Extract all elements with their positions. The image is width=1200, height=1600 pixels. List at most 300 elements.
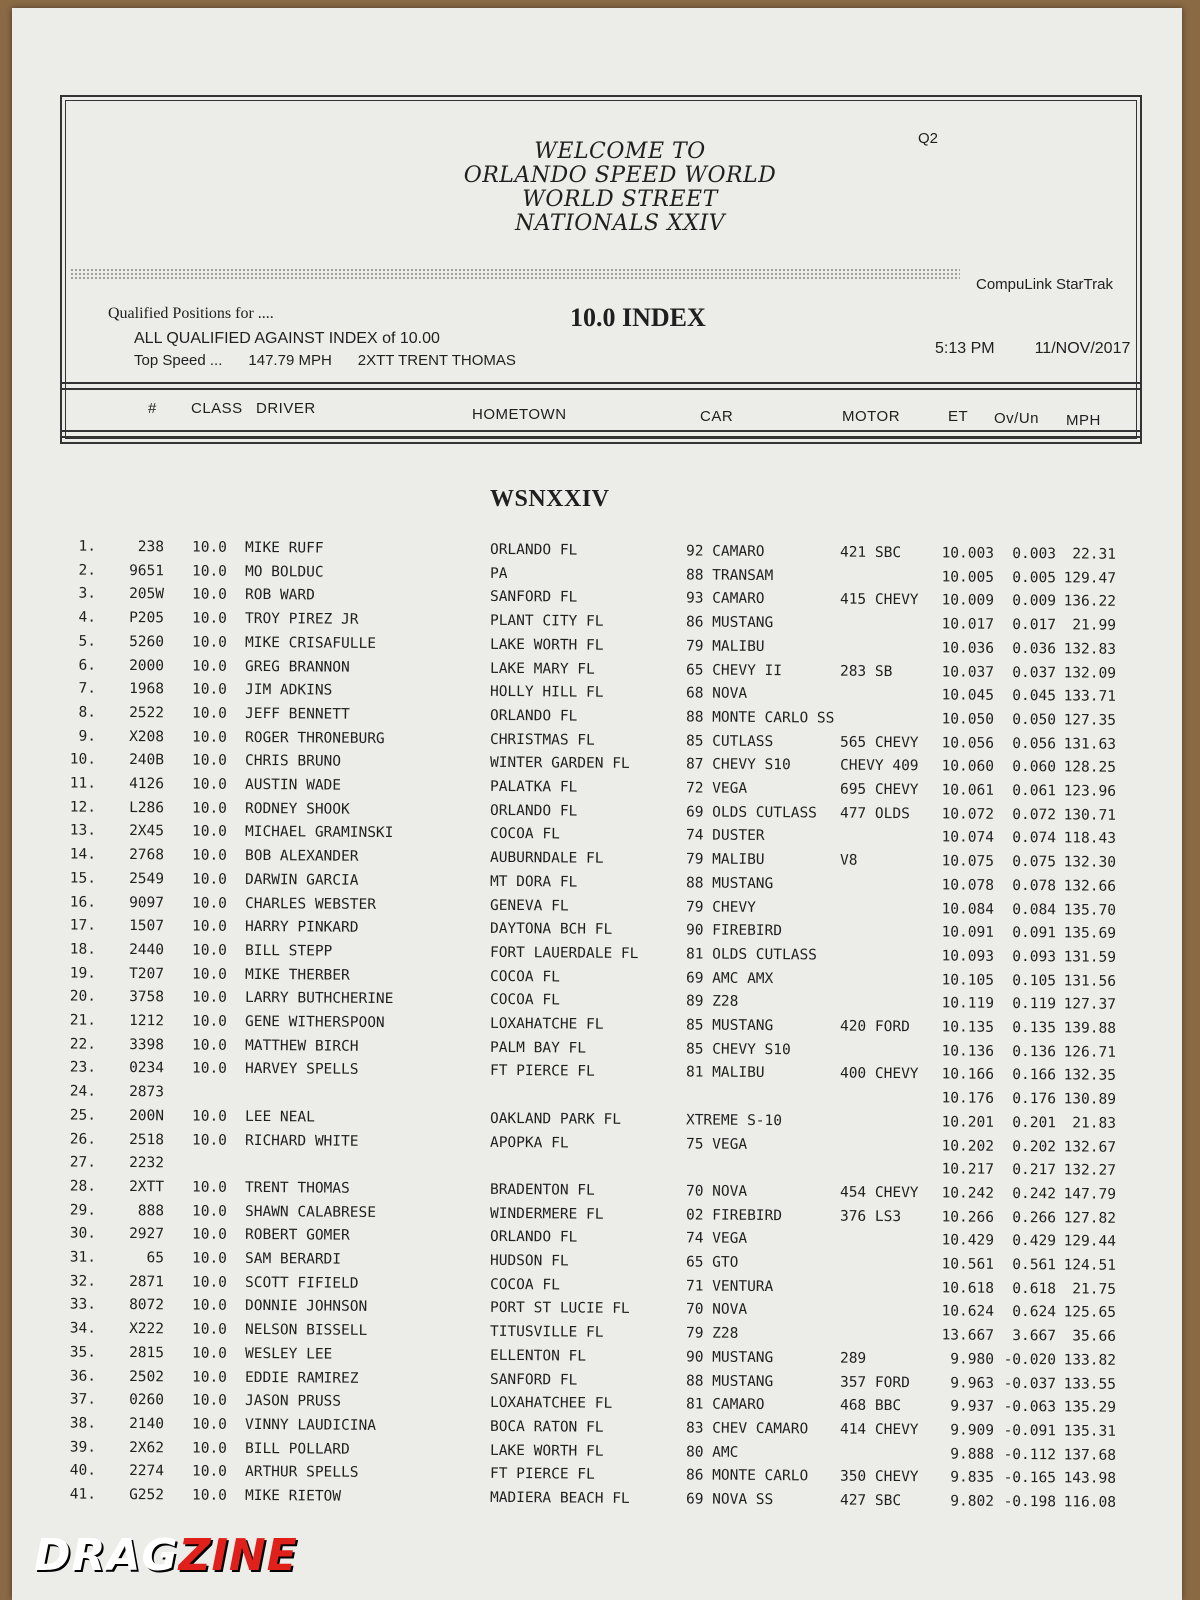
- elapsed-time: 9.888: [950, 1446, 995, 1463]
- speed-mph: 129.44: [1063, 1233, 1117, 1251]
- car-model: 81 MALIBU: [685, 1064, 765, 1082]
- time: 5:13 PM: [935, 340, 995, 357]
- hometown: BOCA RATON FL: [489, 1418, 604, 1436]
- motor: 420 FORD: [839, 1018, 910, 1036]
- hometown: ORLANDO FL: [489, 541, 578, 559]
- row-position: 14.: [69, 846, 97, 863]
- dragzine-logo: [34, 1530, 298, 1581]
- section-title: WSNXXIV: [490, 486, 610, 512]
- over-under: -0.063: [1003, 1399, 1057, 1416]
- elapsed-time: 10.009: [941, 592, 995, 610]
- over-under: 0.050: [1012, 711, 1057, 729]
- over-under: 0.624: [1012, 1304, 1057, 1321]
- speed-mph: 124.51: [1063, 1257, 1117, 1274]
- motor: 357 FORD: [839, 1374, 910, 1391]
- car-number: 5260: [129, 633, 165, 651]
- speed-mph: 132.09: [1063, 664, 1117, 682]
- speed-mph: 135.69: [1063, 925, 1117, 942]
- car-number: L286: [129, 799, 165, 816]
- elapsed-time: 9.835: [950, 1469, 995, 1487]
- over-under: 0.072: [1012, 806, 1057, 823]
- row-position: 25.: [69, 1107, 97, 1124]
- car-number: 3758: [129, 989, 165, 1006]
- driver-name: SCOTT FIFIELD: [244, 1274, 359, 1292]
- row-class: 10.0: [191, 1392, 228, 1409]
- car-model: 74 VEGA: [685, 1230, 748, 1248]
- driver-name: ROBERT GOMER: [244, 1227, 350, 1245]
- car-number: 4126: [129, 776, 165, 793]
- over-under: 0.105: [1012, 972, 1057, 989]
- driver-name: HARVEY SPELLS: [244, 1061, 359, 1079]
- car-number: 2000: [129, 657, 165, 674]
- row-class: 10.0: [191, 1179, 228, 1196]
- over-under: -0.037: [1003, 1375, 1057, 1392]
- row-class: 10.0: [191, 1226, 228, 1244]
- speed-mph: 135.29: [1063, 1399, 1117, 1416]
- hometown: FT PIERCE FL: [489, 1063, 595, 1081]
- over-under: 0.078: [1012, 877, 1057, 895]
- elapsed-time: 10.561: [941, 1256, 995, 1273]
- speed-mph: 125.65: [1063, 1304, 1117, 1322]
- driver-name: BILL POLLARD: [244, 1440, 350, 1458]
- row-class: 10.0: [191, 1440, 228, 1457]
- driver-name: RICHARD WHITE: [244, 1132, 359, 1150]
- driver-name: DONNIE JOHNSON: [244, 1298, 368, 1316]
- row-class: 10.0: [191, 776, 228, 793]
- motor: 289: [839, 1350, 867, 1367]
- elapsed-time: 10.429: [941, 1232, 995, 1250]
- hometown: MT DORA FL: [489, 873, 578, 891]
- row-position: 30.: [69, 1225, 97, 1243]
- col-header-mph: MPH: [1066, 412, 1101, 429]
- row-class: 10.0: [191, 1250, 228, 1267]
- row-position: 34.: [69, 1320, 97, 1337]
- speed-mph: 21.99: [1072, 617, 1117, 634]
- row-position: 17.: [69, 917, 97, 934]
- row-position: 15.: [69, 870, 97, 887]
- car-number: 2815: [129, 1344, 165, 1362]
- elapsed-time: 10.166: [941, 1066, 995, 1084]
- over-under: 0.074: [1012, 830, 1057, 847]
- speed-mph: 130.71: [1063, 807, 1117, 824]
- elapsed-time: 10.078: [941, 877, 995, 894]
- car-model: 86 MUSTANG: [685, 614, 774, 632]
- motor: 427 SBC: [839, 1492, 902, 1510]
- car-number: 2518: [129, 1131, 165, 1148]
- hometown: LAKE WORTH FL: [489, 636, 604, 654]
- hometown: ORLANDO FL: [489, 1229, 578, 1246]
- row-position: 26.: [69, 1131, 97, 1148]
- hometown: COCOA FL: [489, 1276, 560, 1294]
- car-model: 86 MONTE CARLO: [685, 1467, 809, 1485]
- hometown: DAYTONA BCH FL: [489, 921, 613, 938]
- row-class: 10.0: [191, 705, 228, 722]
- elapsed-time: 10.045: [941, 687, 995, 704]
- hometown: LOXAHATCHEE FL: [489, 1395, 613, 1412]
- driver-name: LEE NEAL: [244, 1108, 315, 1126]
- speed-mph: 131.63: [1063, 735, 1117, 753]
- row-class: 10.0: [191, 634, 228, 651]
- driver-name: LARRY BUTHCHERINE: [244, 990, 394, 1008]
- elapsed-time: 13.667: [941, 1327, 995, 1344]
- hometown: PALM BAY FL: [489, 1039, 587, 1057]
- over-under: 0.060: [1012, 759, 1057, 776]
- row-class: 10.0: [191, 658, 228, 675]
- row-position: 20.: [69, 988, 97, 1006]
- hometown: COCOA FL: [489, 826, 560, 843]
- row-class: 10.0: [191, 539, 228, 556]
- dotted-band: [70, 268, 960, 280]
- car-number: 2502: [129, 1368, 165, 1385]
- car-number: X222: [129, 1321, 165, 1338]
- row-position: 19.: [69, 965, 97, 982]
- speed-mph: 127.35: [1063, 712, 1117, 729]
- car-number: 2768: [129, 847, 165, 864]
- motor: 695 CHEVY: [839, 781, 919, 799]
- car-number: 2927: [129, 1226, 165, 1243]
- row-class: 10.0: [191, 1345, 228, 1362]
- index-title: 10.0 INDEX: [570, 303, 706, 332]
- driver-name: MICHAEL GRAMINSKI: [244, 824, 394, 842]
- row-position: 29.: [69, 1202, 97, 1219]
- car-number: 1507: [129, 918, 165, 935]
- car-model: 89 Z28: [685, 993, 739, 1011]
- car-model: 72 VEGA: [685, 780, 748, 797]
- motor: 350 CHEVY: [839, 1468, 919, 1486]
- speed-mph: 128.25: [1063, 759, 1117, 777]
- top-speed-holder: 2XTT TRENT THOMAS: [357, 352, 516, 369]
- row-position: 31.: [69, 1249, 97, 1266]
- speed-mph: 132.83: [1063, 641, 1117, 658]
- elapsed-time: 9.963: [950, 1374, 995, 1392]
- qualifying-round: Q2: [918, 130, 939, 147]
- over-under: 0.135: [1012, 1019, 1057, 1037]
- car-model: 68 NOVA: [685, 685, 748, 703]
- speed-mph: 135.70: [1063, 901, 1117, 919]
- hometown: COCOA FL: [489, 968, 560, 985]
- driver-name: MATTHEW BIRCH: [244, 1037, 359, 1055]
- col-header-class: CLASS: [191, 400, 243, 417]
- car-model: 92 CAMARO: [685, 543, 765, 561]
- over-under: 0.201: [1012, 1114, 1057, 1132]
- welcome-line: NATIONALS XXIV: [514, 211, 726, 236]
- car-model: 83 CHEV CAMARO: [685, 1420, 809, 1438]
- car-number: 2140: [129, 1415, 165, 1433]
- elapsed-time: 10.105: [941, 971, 995, 989]
- car-number: 8072: [129, 1297, 165, 1314]
- over-under: 0.266: [1012, 1209, 1057, 1226]
- hometown: HOLLY HILL FL: [489, 684, 604, 701]
- speed-mph: 147.79: [1063, 1186, 1117, 1203]
- driver-name: TROY PIREZ JR: [244, 611, 359, 628]
- speed-mph: 127.37: [1063, 996, 1117, 1014]
- welcome-line: WORLD STREET: [522, 187, 718, 212]
- car-number: 238: [137, 539, 165, 556]
- car-model: 79 MALIBU: [685, 638, 765, 655]
- row-position: 41.: [69, 1486, 97, 1503]
- row-position: 22.: [69, 1036, 97, 1053]
- qualified-against: ALL QUALIFIED AGAINST INDEX of 10.00: [134, 330, 440, 347]
- driver-name: MIKE RIETOW: [244, 1487, 342, 1505]
- hometown: SANFORD FL: [489, 1371, 578, 1389]
- elapsed-time: 10.074: [941, 829, 995, 847]
- motor: 477 OLDS: [839, 805, 910, 822]
- speed-mph: 131.59: [1063, 949, 1117, 966]
- row-class: 10.0: [191, 895, 228, 912]
- row-position: 18.: [69, 941, 97, 958]
- elapsed-time: 10.119: [941, 995, 995, 1013]
- elapsed-time: 10.036: [941, 640, 995, 657]
- driver-name: EDDIE RAMIREZ: [244, 1369, 359, 1387]
- elapsed-time: 10.217: [941, 1161, 995, 1178]
- row-position: 9.: [78, 728, 97, 745]
- hometown: PALATKA FL: [489, 778, 578, 796]
- speed-mph: 132.30: [1063, 854, 1117, 871]
- elapsed-time: 10.176: [941, 1090, 995, 1107]
- car-number: 2871: [129, 1273, 165, 1290]
- over-under: 0.242: [1012, 1185, 1057, 1203]
- driver-name: MO BOLDUC: [244, 563, 324, 581]
- row-position: 23.: [69, 1059, 97, 1077]
- elapsed-time: 10.624: [941, 1303, 995, 1321]
- over-under: 0.061: [1012, 782, 1057, 800]
- welcome-line: WELCOME TO: [534, 139, 706, 164]
- car-model: 85 CHEVY S10: [685, 1041, 791, 1058]
- speed-mph: 21.75: [1072, 1281, 1117, 1298]
- hometown: FT PIERCE FL: [489, 1466, 595, 1483]
- car-model: 70 NOVA: [685, 1301, 748, 1319]
- row-class: 10.0: [191, 681, 228, 698]
- divider: [62, 388, 1140, 390]
- driver-name: JASON PRUSS: [244, 1393, 342, 1410]
- motor: 468 BBC: [839, 1397, 902, 1415]
- over-under: -0.112: [1003, 1446, 1057, 1463]
- row-class: 10.0: [191, 871, 228, 888]
- over-under: 0.093: [1012, 948, 1057, 966]
- car-model: 65 GTO: [685, 1254, 739, 1271]
- elapsed-time: 10.618: [941, 1280, 995, 1297]
- row-position: 35.: [69, 1344, 97, 1361]
- driver-name: CHARLES WEBSTER: [244, 895, 377, 913]
- speed-mph: 143.98: [1063, 1470, 1117, 1488]
- row-position: 1.: [78, 538, 97, 555]
- driver-name: HARRY PINKARD: [244, 919, 359, 937]
- car-number: 0260: [129, 1392, 165, 1409]
- elapsed-time: 10.005: [941, 569, 995, 586]
- row-position: 6.: [78, 657, 97, 674]
- row-position: 5.: [78, 633, 97, 650]
- row-position: 33.: [69, 1296, 97, 1314]
- row-class: 10.0: [191, 1463, 228, 1481]
- hometown: LAKE MARY FL: [489, 660, 595, 678]
- row-class: 10.0: [191, 847, 228, 864]
- row-class: 10.0: [191, 966, 228, 983]
- car-model: XTREME S-10: [685, 1112, 783, 1129]
- hometown: PLANT CITY FL: [489, 612, 604, 630]
- driver-name: MIKE THERBER: [244, 966, 350, 984]
- driver-name: ROB WARD: [244, 587, 315, 604]
- speed-mph: 132.66: [1063, 878, 1117, 895]
- over-under: 0.119: [1012, 996, 1057, 1013]
- car-number: P205: [129, 610, 165, 627]
- car-model: 69 NOVA SS: [685, 1491, 774, 1509]
- car-model: 02 FIREBIRD: [685, 1206, 783, 1224]
- motor: 454 CHEVY: [839, 1184, 919, 1202]
- elapsed-time: 9.909: [950, 1422, 995, 1439]
- car-model: 88 MUSTANG: [685, 875, 774, 892]
- elapsed-time: 10.084: [941, 900, 995, 918]
- elapsed-time: 10.017: [941, 616, 995, 633]
- over-under: 0.429: [1012, 1233, 1057, 1250]
- hometown: ORLANDO FL: [489, 802, 578, 820]
- car-model: 93 CAMARO: [685, 590, 765, 608]
- car-number: 2274: [129, 1463, 165, 1480]
- car-number: 2549: [129, 870, 165, 888]
- over-under: 0.618: [1012, 1280, 1057, 1297]
- row-class: 10.0: [191, 942, 228, 959]
- hometown: AUBURNDALE FL: [489, 849, 604, 867]
- col-header-motor: MOTOR: [842, 408, 901, 425]
- row-class: 10.0: [191, 586, 228, 604]
- divider: [62, 382, 1140, 384]
- row-position: 10.: [69, 751, 97, 769]
- driver-name: GREG BRANNON: [244, 658, 350, 676]
- elapsed-time: 10.242: [941, 1185, 995, 1202]
- car-model: 88 MUSTANG: [685, 1372, 774, 1390]
- speed-mph: 118.43: [1063, 830, 1117, 848]
- row-position: 28.: [69, 1178, 97, 1195]
- over-under: 0.084: [1012, 901, 1057, 918]
- driver-name: AUSTIN WADE: [244, 776, 342, 794]
- driver-name: BILL STEPP: [244, 942, 333, 960]
- speed-mph: 127.82: [1063, 1209, 1117, 1227]
- car-model: 79 Z28: [685, 1325, 739, 1342]
- row-class: 10.0: [191, 752, 228, 770]
- driver-name: ARTHUR SPELLS: [244, 1464, 359, 1482]
- driver-name: TRENT THOMAS: [244, 1179, 350, 1197]
- car-model: 81 CAMARO: [685, 1396, 765, 1414]
- car-number: 2X45: [129, 823, 165, 840]
- row-position: 27.: [69, 1154, 97, 1171]
- date: 11/NOV/2017: [1034, 340, 1131, 357]
- driver-name: BOB ALEXANDER: [244, 848, 359, 865]
- driver-name: DARWIN GARCIA: [244, 871, 359, 889]
- row-position: 2.: [78, 562, 97, 579]
- speed-mph: 130.89: [1063, 1091, 1117, 1108]
- car-model: 75 VEGA: [685, 1135, 748, 1153]
- row-position: 11.: [69, 775, 97, 792]
- hometown: FORT LAUERDALE FL: [489, 944, 639, 962]
- speed-mph: 132.35: [1063, 1067, 1117, 1085]
- row-position: 12.: [69, 799, 97, 816]
- hometown: HUDSON FL: [489, 1252, 569, 1270]
- car-model: 71 VENTURA: [685, 1278, 774, 1295]
- timing-system: CompuLink StarTrak: [976, 276, 1113, 293]
- speed-mph: 22.31: [1072, 546, 1117, 563]
- row-class: 10.0: [191, 729, 228, 746]
- row-position: 39.: [69, 1439, 97, 1456]
- car-model: 88 MONTE CARLO SS: [685, 709, 835, 727]
- motor: CHEVY 409: [839, 757, 919, 775]
- hometown: PA: [489, 565, 508, 582]
- over-under: -0.091: [1003, 1422, 1057, 1440]
- hometown: WINDERMERE FL: [489, 1205, 604, 1223]
- speed-mph: 133.82: [1063, 1352, 1117, 1369]
- row-position: 3.: [78, 586, 97, 603]
- elapsed-time: 10.075: [941, 853, 995, 870]
- car-model: 69 AMC AMX: [685, 969, 774, 987]
- elapsed-time: 9.980: [950, 1351, 995, 1368]
- row-class: 10.0: [191, 1013, 228, 1030]
- elapsed-time: 9.937: [950, 1398, 995, 1415]
- car-model: 69 OLDS CUTLASS: [685, 804, 818, 822]
- car-model: 80 AMC: [685, 1443, 739, 1461]
- row-position: 36.: [69, 1368, 97, 1385]
- speed-mph: 21.83: [1072, 1115, 1117, 1132]
- hometown: COCOA FL: [489, 992, 560, 1009]
- hometown: SANFORD FL: [489, 589, 578, 606]
- car-number: G252: [129, 1487, 165, 1504]
- driver-name: SHAWN CALABRESE: [244, 1203, 377, 1221]
- elapsed-time: 10.056: [941, 734, 995, 752]
- speed-mph: 139.88: [1063, 1020, 1117, 1037]
- hometown: MADIERA BEACH FL: [489, 1489, 630, 1507]
- elapsed-time: 10.093: [941, 948, 995, 965]
- speed-mph: 132.27: [1063, 1162, 1117, 1179]
- divider: [62, 436, 1140, 438]
- car-model: 79 MALIBU: [685, 851, 765, 869]
- elapsed-time: 10.061: [941, 782, 995, 799]
- row-class: 10.0: [191, 1203, 228, 1220]
- row-position: 7.: [78, 680, 97, 697]
- logo-part: DRAG: [34, 1530, 179, 1581]
- hometown: BRADENTON FL: [489, 1181, 595, 1199]
- row-class: 10.0: [191, 989, 228, 1007]
- row-position: 40.: [69, 1462, 97, 1480]
- car-number: 2440: [129, 941, 165, 959]
- elapsed-time: 10.050: [941, 711, 995, 728]
- over-under: 0.036: [1012, 640, 1057, 658]
- over-under: 0.075: [1012, 854, 1057, 871]
- car-model: 70 NOVA: [685, 1183, 748, 1200]
- elapsed-time: 10.201: [941, 1114, 995, 1131]
- elapsed-time: 10.072: [941, 806, 995, 823]
- row-position: 13.: [69, 822, 97, 840]
- car-model: 87 CHEVY S10: [685, 756, 791, 774]
- hometown: ORLANDO FL: [489, 707, 578, 725]
- over-under: 0.091: [1012, 925, 1057, 942]
- driver-name: CHRIS BRUNO: [244, 753, 342, 770]
- car-number: 2X62: [129, 1439, 165, 1456]
- col-header-hometown: HOMETOWN: [472, 406, 567, 423]
- hometown: CHRISTMAS FL: [489, 731, 595, 749]
- driver-name: SAM BERARDI: [244, 1250, 342, 1268]
- motor: 414 CHEVY: [839, 1421, 919, 1439]
- over-under: 0.017: [1012, 617, 1057, 634]
- over-under: 0.005: [1012, 569, 1057, 586]
- row-position: 24.: [69, 1083, 97, 1100]
- row-class: 10.0: [191, 1487, 228, 1504]
- driver-name: RODNEY SHOOK: [244, 800, 350, 818]
- row-class: 10.0: [191, 1108, 228, 1125]
- hometown: APOPKA FL: [489, 1134, 569, 1151]
- car-model: 85 MUSTANG: [685, 1017, 774, 1035]
- speed-mph: 131.56: [1063, 972, 1117, 990]
- col-header-et: ET: [948, 408, 969, 425]
- speed-mph: 133.55: [1063, 1375, 1117, 1393]
- car-number: 9097: [129, 894, 165, 911]
- speed-mph: 126.71: [1063, 1044, 1117, 1061]
